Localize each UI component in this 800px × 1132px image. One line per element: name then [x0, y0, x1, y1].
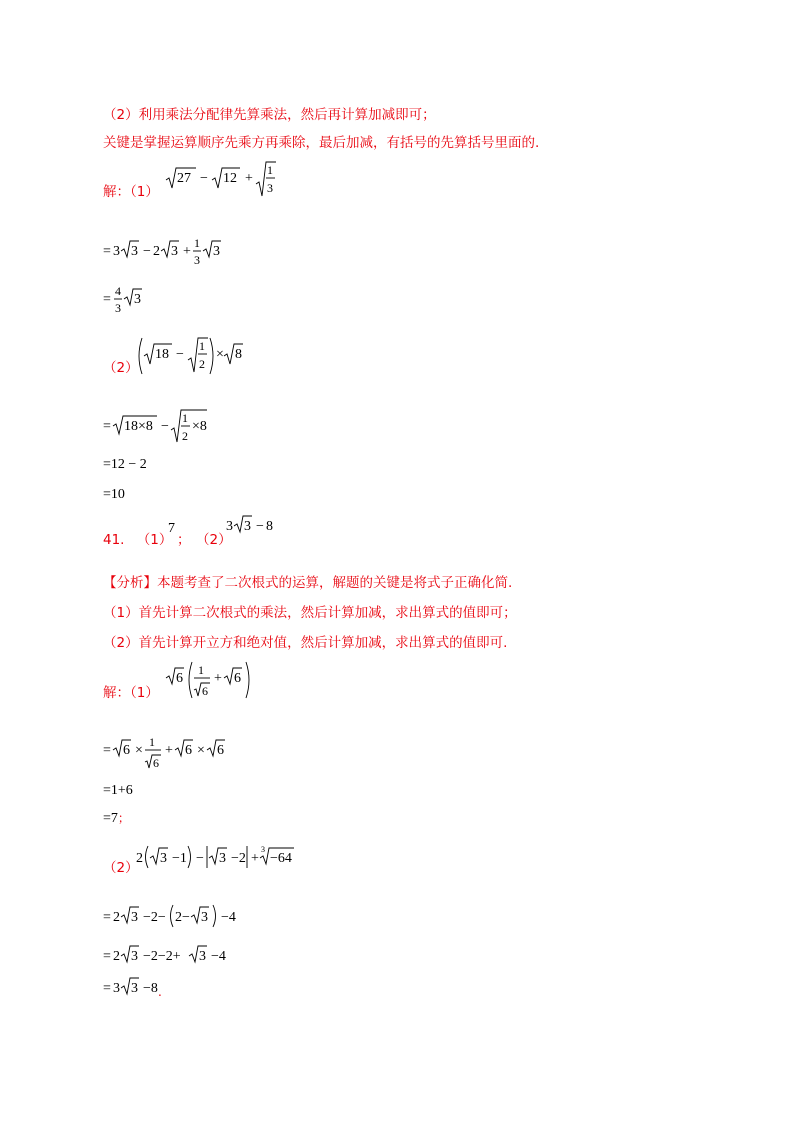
key-point-line: 关键是掌握运算顺序先乘方再乘除，最后加减，有括号的先算括号里面的. [103, 135, 540, 151]
svg-text:8: 8 [235, 347, 242, 362]
svg-text:=: = [103, 910, 111, 925]
svg-text:3: 3 [131, 910, 138, 925]
question-number: 41. [103, 532, 125, 548]
svg-text:3: 3 [131, 244, 138, 259]
svg-text:×: × [135, 743, 143, 758]
svg-text:6: 6 [202, 684, 208, 698]
svg-text:=: = [103, 292, 111, 307]
svg-text:18×8: 18×8 [124, 419, 153, 434]
svg-text:27: 27 [177, 171, 191, 186]
step-41-2b [103, 942, 243, 972]
hint-line-2: （2）利用乘法分配律先算乘法，然后再计算加减即可； [103, 107, 436, 123]
svg-text:1: 1 [194, 236, 200, 250]
answer-p1-label: （1） [136, 532, 173, 548]
svg-text:4: 4 [115, 284, 121, 298]
svg-text:6: 6 [234, 671, 241, 686]
svg-text:−: − [161, 419, 169, 434]
svg-text:3: 3 [115, 301, 121, 315]
svg-text:=: = [103, 743, 111, 758]
svg-text:3: 3 [171, 244, 178, 259]
svg-text:×: × [216, 347, 224, 362]
end-mark-41-2: . [158, 985, 162, 999]
svg-text:6: 6 [123, 743, 130, 758]
svg-text:1: 1 [267, 163, 273, 177]
step-41-2a [103, 903, 253, 933]
answer-p1-value: 7 [168, 521, 175, 536]
svg-text:3: 3 [113, 244, 120, 259]
svg-text:×: × [197, 743, 205, 758]
svg-text:2: 2 [182, 429, 188, 443]
svg-text:3: 3 [244, 519, 251, 534]
svg-text:3: 3 [160, 851, 167, 866]
svg-text:−64: −64 [270, 851, 292, 866]
step-40-2c: =10 [103, 487, 125, 502]
svg-text:1: 1 [198, 663, 204, 677]
svg-text:3: 3 [131, 949, 138, 964]
svg-text:=: = [103, 981, 111, 996]
svg-text:3: 3 [194, 253, 200, 267]
svg-text:=: = [103, 949, 111, 964]
svg-text:3: 3 [267, 181, 273, 195]
svg-text:1: 1 [199, 339, 205, 353]
expr-41-part1 [164, 660, 254, 706]
analysis-line [103, 571, 512, 591]
svg-text:−2: −2 [231, 851, 246, 866]
svg-text:−: − [256, 519, 264, 534]
svg-text:6: 6 [176, 671, 183, 686]
svg-text:3: 3 [219, 851, 226, 866]
svg-text:=: = [103, 419, 111, 434]
step-40-2a [103, 408, 213, 452]
step-41-2c [103, 974, 173, 1004]
svg-text:2: 2 [199, 357, 205, 371]
analysis-tag: 【分析】 [103, 575, 157, 591]
solution-label-40: 解：（1） [103, 184, 159, 200]
step-41-1a [103, 734, 233, 778]
svg-text:12: 12 [223, 171, 237, 186]
svg-text:+: + [214, 671, 222, 686]
step-40-1a [103, 235, 243, 273]
svg-text:18: 18 [155, 347, 169, 362]
svg-text:−4: −4 [211, 949, 226, 964]
step-41-1c: =7； [103, 811, 130, 826]
svg-text:−1: −1 [172, 851, 187, 866]
svg-text:2: 2 [113, 910, 120, 925]
svg-text:−2−: −2− [143, 910, 166, 925]
svg-text:3: 3 [226, 519, 233, 534]
svg-text:1: 1 [149, 735, 155, 749]
svg-text:2: 2 [136, 851, 143, 866]
svg-text:+: + [165, 743, 173, 758]
answer-p2-label: （2） [196, 532, 232, 548]
svg-text:3: 3 [134, 292, 141, 307]
step-40-1b [103, 283, 163, 321]
analysis-text: 本题考查了二次根式的运算，解题的关键是将式子正确化简. [157, 575, 513, 591]
hint-41-1: （1）首先计算二次根式的乘法，然后计算加减，求出算式的值即可； [103, 605, 517, 621]
expr-40-part2 [136, 336, 246, 382]
svg-text:−8: −8 [143, 981, 158, 996]
part2-label-40: （2） [103, 360, 139, 376]
svg-text:−2−2+: −2−2+ [143, 949, 181, 964]
svg-text:6: 6 [185, 743, 192, 758]
svg-text:−: − [176, 347, 184, 362]
solution-label-41: 解：（1） [103, 685, 159, 701]
expr-41-part2 [136, 842, 296, 876]
svg-text:×8: ×8 [192, 419, 207, 434]
svg-text:+: + [245, 171, 253, 186]
step-40-2b: =12 − 2 [103, 457, 147, 472]
svg-text:+: + [251, 851, 259, 866]
svg-text:−: − [196, 851, 204, 866]
step-41-1b: =1+6 [103, 783, 133, 798]
svg-text:2−: 2− [175, 910, 190, 925]
answer-sep: ； [177, 532, 191, 548]
end-mark-41-1: ； [117, 811, 130, 825]
svg-text:−: − [143, 244, 151, 259]
svg-text:2: 2 [153, 244, 160, 259]
svg-text:6: 6 [217, 743, 224, 758]
expr-40-part1 [164, 160, 274, 206]
answer-p2-value [226, 514, 286, 542]
svg-text:=: = [103, 244, 111, 259]
svg-text:3: 3 [261, 845, 265, 854]
svg-text:3: 3 [131, 981, 138, 996]
svg-text:+: + [183, 244, 191, 259]
part2-label-41: （2） [103, 860, 139, 876]
svg-text:3: 3 [199, 949, 206, 964]
svg-text:−4: −4 [221, 910, 236, 925]
question-number-41 [103, 528, 172, 548]
svg-text:2: 2 [113, 949, 120, 964]
svg-text:1: 1 [182, 411, 188, 425]
svg-text:3: 3 [113, 981, 120, 996]
svg-text:3: 3 [201, 910, 208, 925]
hint-41-2: （2）首先计算开立方和绝对值，然后计算加减，求出算式的值即可. [103, 635, 508, 651]
svg-text:−: − [200, 171, 208, 186]
svg-text:8: 8 [266, 519, 273, 534]
svg-text:6: 6 [153, 756, 159, 770]
svg-text:3: 3 [213, 244, 220, 259]
